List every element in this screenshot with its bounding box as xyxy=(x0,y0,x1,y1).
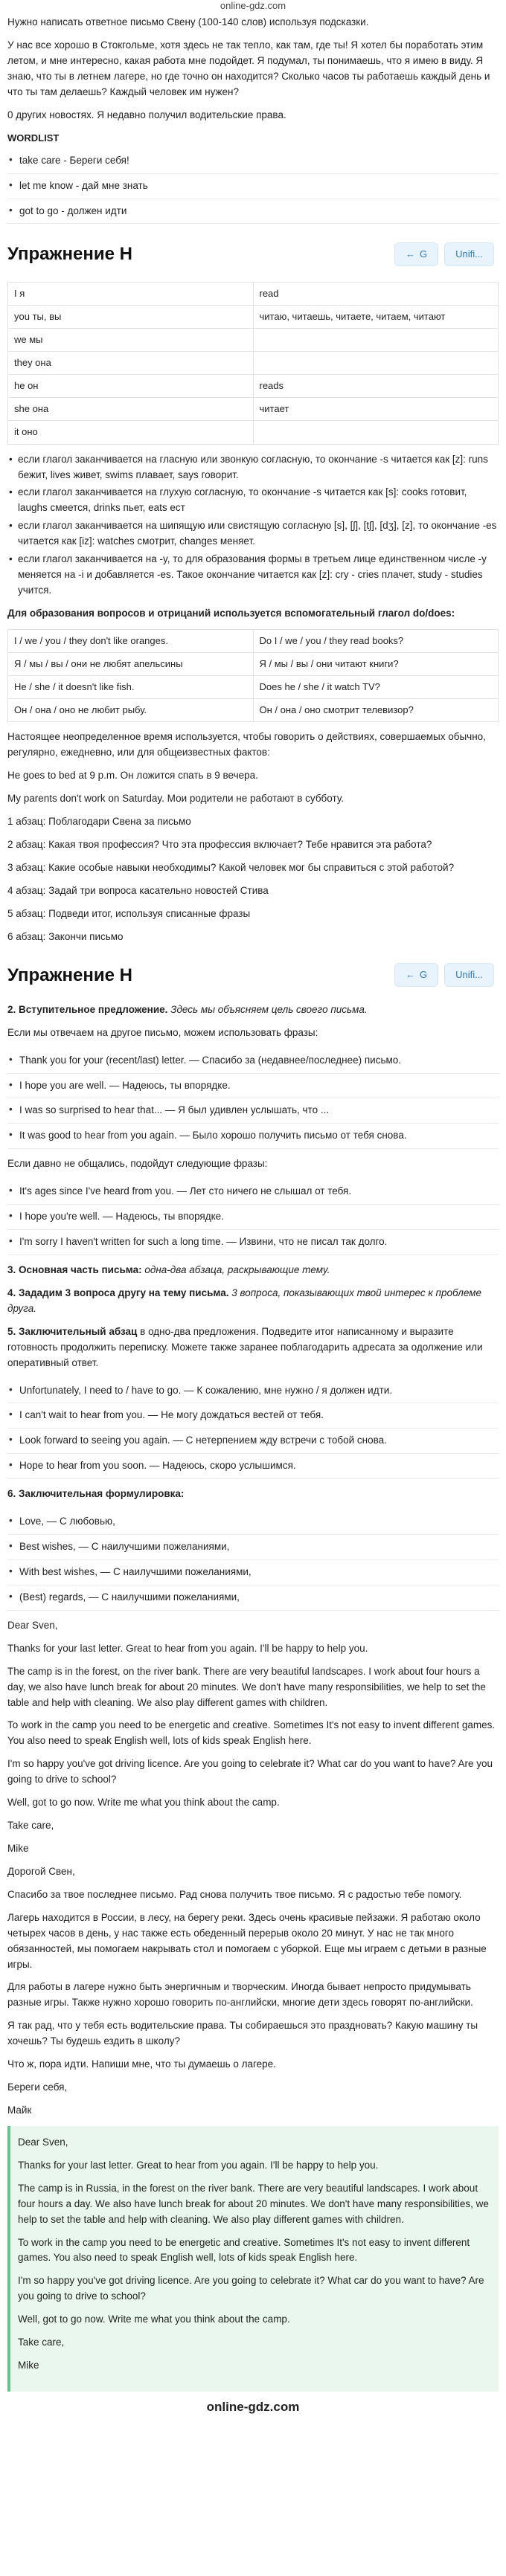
example: He goes to bed at 9 p.m. Он ложится спать в 9 вечера. xyxy=(7,770,258,782)
phrase-item: • Look forward to seeing you again. — С нетерпением жду встречи с тобой снова. xyxy=(7,1429,499,1454)
final-phrases xyxy=(7,1379,499,1480)
table-row xyxy=(8,282,499,305)
letter-paragraph: To work in the camp you need to be energetic and creative. Sometimes It's not easy to invent different games. You also need to speak English well, lots of kids speak English here. xyxy=(7,1719,496,1747)
wordlist xyxy=(7,149,499,225)
phrase-item: • Thank you for your (recent/last) letter. — Спасибо за (недавнее/последнее) письмо. xyxy=(7,1049,499,1074)
exercise-header xyxy=(7,953,499,998)
table-cell xyxy=(253,352,499,375)
intro-desc: Здесь мы объясняем цель своего письма. xyxy=(170,1003,368,1015)
phrase-item: • I'm sorry I haven't written for such a long time. — Извини, что не писал так долго. xyxy=(7,1230,499,1255)
table-cell: читаю, читаешь, читаете, читаем, читают xyxy=(253,305,499,328)
letter-paragraph: Thanks for your last letter. Great to hear from you again. I'll be happy to help you. xyxy=(18,2159,379,2171)
table-cell xyxy=(253,421,499,444)
wordlist-item: • got to go - должен идти xyxy=(7,199,499,225)
task-letter-prompt: У нас все хорошо в Стокгольме, хотя здесь не так тепло, как там, где ты! Я хотел бы поработать этим летом, и мне интересно, какая работа мне подойдет. Я подумал, ты понимаешь, что я имею в виду. Я знаю, что ты в летнем лагере, но где точно он находится? Сколько часов ты работаешь каждый день и что ты там делаешь? Каждый человек им нужен? xyxy=(7,39,490,97)
phrase-item: • (Best) regards, — С наилучшими пожеланиями, xyxy=(7,1585,499,1611)
prev-exercise-label: G xyxy=(420,969,428,981)
table-row xyxy=(8,676,499,699)
final-desc: в одно-два предложения. Подведите итог написанному и выразите готовность продолжить переписку. Можете также заранее поблагодарить адресата за одолжение или оперативный ответ. xyxy=(7,1325,483,1368)
table-cell: we мы xyxy=(8,328,254,351)
table-cell: читает xyxy=(253,398,499,421)
letter-paragraph: Well, got to go now. Write me what you think about the camp. xyxy=(18,2313,290,2325)
table-cell: Я / мы / вы / они читают книги? xyxy=(253,652,499,675)
phrase-item: • It's ages since I've heard from you. — Лет сто ничего не слышал от тебя. xyxy=(7,1179,499,1205)
rules-list xyxy=(7,452,499,599)
watermark: online-gdz.com xyxy=(206,2399,300,2414)
table-cell: she она xyxy=(8,398,254,421)
table-cell: it оно xyxy=(8,421,254,444)
reply-phrases xyxy=(7,1049,499,1150)
letter-closing: Береги себя, xyxy=(7,2081,68,2093)
plan-item: 1 абзац: Поблагодари Свена за письмо xyxy=(7,816,191,828)
final-heading: 5. Заключительный абзац xyxy=(7,1325,138,1337)
questions-heading: 4. Зададим 3 вопроса другу на тему письма. xyxy=(7,1287,229,1298)
letter-paragraph: Для работы в лагере нужно быть энергичным и творческим. Иногда бывает непросто придумывать разные игры. Также нужно хорошо говорить по-английски, многие дети здесь говорят по-английски. xyxy=(7,1981,473,2009)
letter-greeting: Дорогой Свен, xyxy=(7,1865,75,1877)
letter-paragraph: Лагерь находится в России, в лесу, на берегу реки. Здесь очень красивые пейзажи. Я работаю около четырех часов в день, у нас также есть обеденный перерыв около 20 минут. У нас не так много обязанностей, мы помогаем накрывать стол и помогаем с уборкой. Еще мы играем с детьми в разные игры. xyxy=(7,1911,487,1970)
table-row xyxy=(8,328,499,351)
rule-item: • если глагол заканчивается на гласную или звонкую согласную, то окончание -s читается как [z]: runs бежит, lives живет, swims плавает, says говорит. xyxy=(7,452,499,483)
phrase-item: • I was so surprised to hear that... — Я был удивлен услышать, что ... xyxy=(7,1098,499,1124)
table-cell: he он xyxy=(8,375,254,398)
table-row xyxy=(8,305,499,328)
phrase-item: • With best wishes, — С наилучшими пожеланиями, xyxy=(7,1560,499,1585)
exercise-nav xyxy=(394,963,494,987)
phrase-item: • Love, — С любовью, xyxy=(7,1510,499,1535)
aux-intro: Для образования вопросов и отрицаний используется вспомогательный глагол do/does: xyxy=(7,607,455,619)
phrase-item: • Unfortunately, I need to / have to go. — К сожалению, мне нужно / я должен идти. xyxy=(7,1379,499,1404)
table-cell: you ты, вы xyxy=(8,305,254,328)
main-section xyxy=(7,1263,499,1278)
phrase-item: • It was good to hear from you again. — Было хорошо получить письмо от тебя снова. xyxy=(7,1124,499,1149)
aux-table xyxy=(7,629,499,723)
table-cell xyxy=(253,328,499,351)
task-intro: Нужно написать ответное письмо Свену (100-140 слов) используя подсказки. xyxy=(7,16,369,28)
next-exercise-label: Unifi... xyxy=(455,969,483,981)
letter-greeting: Dear Sven, xyxy=(18,2136,68,2148)
table-cell: Он / она / оно не любит рыбу. xyxy=(8,699,254,722)
table-cell: Does he / she / it watch TV? xyxy=(253,676,499,699)
exercise-nav xyxy=(394,242,494,266)
next-exercise-label: Unifi... xyxy=(455,248,483,260)
wordlist-item: • take care - Береги себя! xyxy=(7,149,499,174)
letter-paragraph: The camp is in Russia, in the forest on the river bank. There are very beautiful landscapes. I work about four hours a day. We also have lunch break for about 20 minutes. We don't have many responsibilities, we help to set the table and help with cleaning. We also play different games with children. xyxy=(18,2182,489,2225)
reply-lead: Если мы отвечаем на другое письмо, можем использовать фразы: xyxy=(7,1026,318,1038)
intro-heading: 2. Вступительное предложение. xyxy=(7,1003,168,1015)
letter-paragraph: I'm so happy you've got driving licence. Are you going to celebrate it? What car do you want to have? Are you going to drive to school? xyxy=(18,2275,484,2302)
table-cell: I / we / you / they don't like oranges. xyxy=(8,629,254,652)
closing-phrases xyxy=(7,1510,499,1611)
rule-item: • если глагол заканчивается на шипящую или свистящую согласную [s], [ʃ], [tʃ], [dʒ], [z], то окончание -es читается как [iz]: watches смотрит, changes меняет. xyxy=(7,518,499,550)
letter-closing: Take care, xyxy=(7,1820,54,1832)
next-exercise-button[interactable] xyxy=(444,242,494,266)
plan-item: 3 абзац: Какие особые навыки необходимы? Какой человек мог бы справиться с этой работой? xyxy=(7,861,455,873)
plan-item: 4 абзац: Задай три вопроса касательно новостей Стива xyxy=(7,884,269,896)
rule-item: • если глагол заканчивается на глухую согласную, то окончание -s читается как [s]: cooks готовит, laughs смеется, drinks пьет, eats ест xyxy=(7,485,499,516)
table-row xyxy=(8,699,499,722)
final-section xyxy=(7,1324,499,1371)
exercise-title: Упражнение H xyxy=(7,965,132,985)
paragraph-plan xyxy=(7,814,499,945)
phrase-item: • Best wishes, — С наилучшими пожеланиями, xyxy=(7,1535,499,1560)
letter-russian xyxy=(7,1864,499,2119)
phrase-item: • I can't wait to hear from you. — Не могу дождаться вестей от тебя. xyxy=(7,1403,499,1429)
phrase-item: • Hope to hear from you soon. — Надеюсь, скоро услышимся. xyxy=(7,1454,499,1479)
questions-section xyxy=(7,1286,499,1317)
present-use: Настоящее неопределенное время используется, чтобы говорить о действиях, совершаемых обычно, регулярно, ежедневно, или для общеизвестных фактов: xyxy=(7,731,486,759)
letter-paragraph: Что ж, пора идти. Напиши мне, что ты думаешь о лагере. xyxy=(7,2058,276,2070)
plan-item: 2 абзац: Какая твоя профессия? Что эта профессия включает? Тебе нравится эта работа? xyxy=(7,839,432,850)
rule-item: • если глагол заканчивается на -y, то для образования формы в третьем лице единственном числе -y меняется на -i и добавляется -es. Такое окончание читается как [z]: cry - cries плачет, study - studies учится. xyxy=(7,552,499,599)
main-heading: 3. Основная часть письма: xyxy=(7,1264,142,1276)
prev-exercise-button[interactable] xyxy=(394,242,438,266)
letter-signature: Mike xyxy=(7,1842,29,1854)
letter-signature: Mike xyxy=(18,2360,39,2371)
table-cell: they она xyxy=(8,352,254,375)
exercise-header xyxy=(7,231,499,277)
table-cell: reads xyxy=(253,375,499,398)
table-cell: I я xyxy=(8,282,254,305)
letter-signature: Майк xyxy=(7,2104,32,2116)
wordlist-item: • let me know - дай мне знать xyxy=(7,174,499,199)
table-cell: Я / мы / вы / они не любят апельсины xyxy=(8,652,254,675)
plan-item: 6 абзац: Закончи письмо xyxy=(7,930,124,942)
table-cell: Do I / we / you / they read books? xyxy=(253,629,499,652)
letter-paragraph: I'm so happy you've got driving licence. Are you going to celebrate it? What car do you want to have? Are you going to drive to school? xyxy=(7,1758,493,1786)
closing-heading: 6. Заключительная формулировка: xyxy=(7,1488,185,1500)
phrase-item: • I hope you are well. — Надеюсь, ты впорядке. xyxy=(7,1074,499,1099)
letter-paragraph: Thanks for your last letter. Great to hear from you again. I'll be happy to help you. xyxy=(7,1642,368,1654)
letter-paragraph: Well, got to go now. Write me what you think about the camp. xyxy=(7,1797,280,1809)
present-table xyxy=(7,282,499,445)
table-row xyxy=(8,629,499,652)
arrow-left-icon: ← xyxy=(406,248,416,260)
no-contact-phrases xyxy=(7,1179,499,1255)
questions-desc: 3 вопроса, показывающих твой интерес к проблеме друга. xyxy=(7,1287,482,1314)
letter-paragraph: Спасибо за твое последнее письмо. Рад снова получить твое письмо. Я с радостью тебе помогу. xyxy=(7,1888,462,1900)
no-contact-lead: Если давно не общались, подойдут следующие фразы: xyxy=(7,1158,268,1170)
example: My parents don't work on Saturday. Мои родители не работают в субботу. xyxy=(7,793,344,805)
next-exercise-button[interactable] xyxy=(444,963,494,987)
highlighted-letter xyxy=(7,2126,499,2392)
table-cell: Он / она / оно смотрит телевизор? xyxy=(253,699,499,722)
table-cell: He / she / it doesn't like fish. xyxy=(8,676,254,699)
prev-exercise-label: G xyxy=(420,248,428,260)
letter-closing: Take care, xyxy=(18,2337,65,2348)
main-desc: одна-два абзаца, раскрывающие тему. xyxy=(144,1264,330,1276)
wordlist-title: WORDLIST xyxy=(7,132,60,144)
phrase-item: • I hope you're well. — Надеюсь, ты впорядке. xyxy=(7,1205,499,1230)
prev-exercise-button[interactable] xyxy=(394,963,438,987)
letter-greeting: Dear Sven, xyxy=(7,1619,58,1631)
table-cell: read xyxy=(253,282,499,305)
table-row xyxy=(8,352,499,375)
table-row xyxy=(8,421,499,444)
letter-paragraph: To work in the camp you need to be energetic and creative. Sometimes It's not easy to invent different games. You also need to speak English well, lots of kids speak English here. xyxy=(18,2236,470,2264)
intro-section xyxy=(7,1002,499,1018)
letter-english xyxy=(7,1618,499,1857)
table-row xyxy=(8,398,499,421)
letter-paragraph: The camp is in the forest, on the river bank. There are very beautiful landscapes. I work about four hours a day, we also have lunch break for about 20 minutes. We don't have many responsibilities, we help to set the table and help with cleaning. We also play different games with children. xyxy=(7,1665,486,1708)
arrow-left-icon: ← xyxy=(406,969,416,981)
site-header[interactable]: online-gdz.com xyxy=(220,0,286,11)
plan-item: 5 абзац: Подведи итог, используя списанные фразы xyxy=(7,907,251,919)
table-row xyxy=(8,375,499,398)
table-row xyxy=(8,652,499,675)
exercise-title: Упражнение H xyxy=(7,244,132,265)
task-news: 0 других новостях. Я недавно получил водительские права. xyxy=(7,109,286,120)
letter-paragraph: Я так рад, что у тебя есть водительские права. Ты собираешься это праздновать? Какую машину ты хочешь? Ты будешь ездить в школу? xyxy=(7,2020,478,2047)
